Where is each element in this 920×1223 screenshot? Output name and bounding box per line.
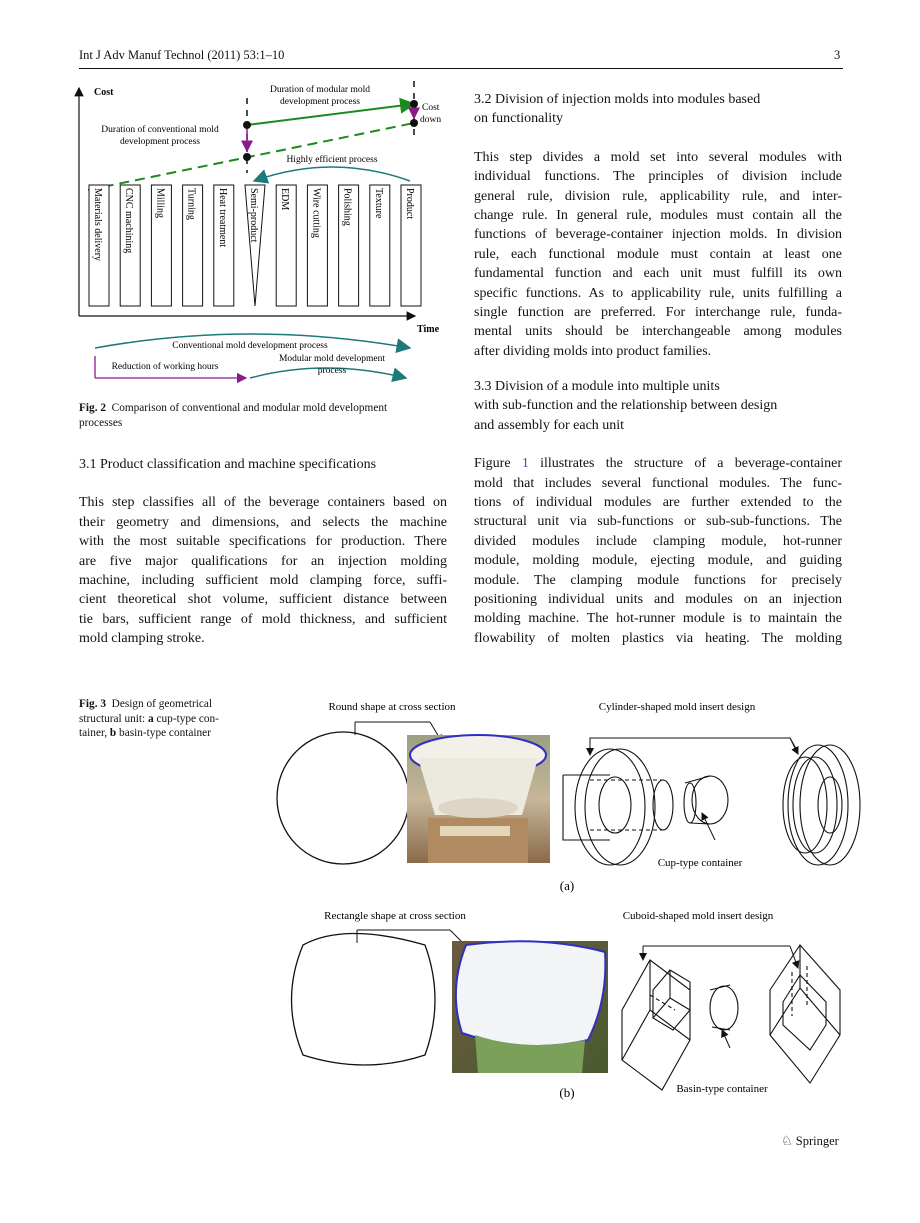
process-step-label: Polishing <box>341 188 353 226</box>
svg-text:process: process <box>317 366 347 376</box>
text-line: This step divides a mold set into several modules with <box>474 149 842 165</box>
process-step-label: Milling <box>154 188 166 219</box>
text-line: fundamental function and each unit must fulfill its own <box>474 266 842 282</box>
basin-photo <box>452 941 608 1073</box>
y-axis-label: Cost <box>94 87 114 98</box>
fig3-figure <box>270 690 870 1110</box>
section-3-1 <box>79 455 447 649</box>
cylinder-label: Cylinder-shaped mold insert design <box>598 701 756 713</box>
svg-text:Cost: Cost <box>422 103 440 113</box>
text-line: tie bars, sufficient range of mold thickness, and sufficient <box>79 611 447 627</box>
text-line: mold that includes several functional modules. The func- <box>474 475 842 491</box>
svg-text:down: down <box>420 115 442 125</box>
svg-text:Reduction of working hours: Reduction of working hours <box>111 362 219 372</box>
text-line: change rule. In general rule, modules must contain all the <box>474 208 842 224</box>
text-line: cient theoretical shot volume, sufficient distance between <box>79 592 447 608</box>
text-line: single function are preferred. For interchange rule, funda- <box>474 305 842 321</box>
text-line: molding machine. The hot-runner module is to maintain the <box>474 611 842 627</box>
text-line: after dividing molds into product families. <box>474 343 712 359</box>
basin-type-label: Basin-type container <box>676 1083 768 1095</box>
label-a: (a) <box>559 878 575 893</box>
text-line: their geometry and dimensions, and selects the machine <box>79 514 447 530</box>
cuboid-mold-insert <box>622 945 840 1090</box>
text-line: tions of individual modules are further extended to the <box>474 495 842 511</box>
text-line: mold clamping stroke. <box>79 631 205 647</box>
process-step-label: Turning <box>185 188 197 220</box>
text-line: functions of beverage-container injection molds. In division <box>474 227 842 243</box>
text-line: individual functions. The principles of division include <box>474 169 842 185</box>
text-line: structural unit via sub-functions or sub-sub-functions. The <box>474 514 842 530</box>
svg-text:Duration of modular mold: Duration of modular mold <box>270 85 370 95</box>
figure-1-link[interactable]: 1 <box>521 456 529 472</box>
label-b: (b) <box>559 1085 575 1100</box>
springer-logo <box>781 1133 839 1149</box>
process-step-label: Heat treatment <box>216 188 228 248</box>
header-rule <box>79 68 843 69</box>
round-cross-section <box>277 732 409 864</box>
process-step-label: Wire cutting <box>310 188 322 238</box>
svg-text:development process: development process <box>120 137 200 147</box>
rect-cross-section <box>292 934 436 1066</box>
text-line: specific functions. As to applicability rule, units fulfilling a <box>474 285 842 301</box>
process-step-label: CNC machining <box>123 188 135 254</box>
process-step-label: Product <box>404 188 415 220</box>
fig3-caption: Fig. 3 Design of geometrical structural unit: a cup-type con- tainer, b basin-type container <box>79 698 219 739</box>
process-step-label: Semi-product <box>248 188 259 243</box>
section-3-2 <box>474 90 842 361</box>
x-axis-label: Time <box>417 324 440 335</box>
section-3-3-title: 3.3 Division of a module into multiple units with sub-function and the relationship between design and assembly for each unit <box>474 379 778 433</box>
cup-photo <box>407 735 550 863</box>
text-line: This step classifies all of the beverage containers based on <box>79 495 447 511</box>
text-line: module. The clamping module functions for precisely <box>474 572 842 588</box>
cup-type-label: Cup-type container <box>657 857 743 869</box>
process-steps <box>89 185 421 306</box>
cylinder-mold-insert <box>563 738 860 865</box>
svg-text:development process: development process <box>280 97 360 107</box>
process-step-label: Texture <box>372 188 384 219</box>
text-line: mental units should be interchangeable among modules <box>474 324 842 340</box>
text-line: divided modules include clamping module, hot-runner <box>474 533 842 549</box>
text-line: general rule, division rule, applicability rule, and inter- <box>474 188 842 204</box>
fig2-diagram <box>70 78 450 388</box>
cuboid-label: Cuboid-shaped mold insert design <box>622 910 774 922</box>
fig2-caption: Fig. 2 Comparison of conventional and modular mold development processes <box>79 402 388 429</box>
rect-shape-label: Rectangle shape at cross section <box>324 910 466 922</box>
svg-text:Highly efficient process: Highly efficient process <box>286 155 378 165</box>
process-step-label: EDM <box>279 188 291 211</box>
page-number: 3 <box>834 48 841 62</box>
svg-text:Duration of conventional mold: Duration of conventional mold <box>101 125 219 135</box>
text-line: with the most suitable specifications for production. There <box>79 534 447 550</box>
svg-text:Modular mold development: Modular mold development <box>278 354 386 364</box>
journal-header: Int J Adv Manuf Technol (2011) 53:1–10 <box>79 48 285 62</box>
section-3-3: 3.3 Division of a module into multiple units with sub-function and the relationship between design and assembly for each unit Figure 1 illustrates the structure of a beverage-container mold that includes several functional modules. The func- tions of individual modules are further extended to the structural unit via sub-functions or sub-sub-functions. The divided modules include clamping module, hot-runner module, molding module, ejecting module, and guiding module. The clamping module functions for precisely positioning individual units and modules on an injection molding machine. The hot-runner module is to maintain the flowability of molten plastics via heating. The molding <box>474 377 842 648</box>
text-line: positioning individual units and modules on an injection <box>474 592 842 608</box>
text-line: machine, including sufficient mold clamping force, suffi- <box>79 573 447 589</box>
text-line: rule, each functional module must contain at least one <box>474 246 842 262</box>
text-line: are five major qualifications for an injection molding <box>79 553 447 569</box>
text-line: module, molding module, ejecting module, and guiding <box>474 553 842 569</box>
process-step-label: Materials delivery <box>92 188 103 262</box>
section-3-1-title: 3.1 Product classification and machine specifications <box>79 457 377 472</box>
section-3-2-title: 3.2 Division of injection molds into modules based on functionality <box>474 92 761 127</box>
round-shape-label: Round shape at cross section <box>328 701 456 713</box>
publisher-name: Springer <box>795 1134 839 1148</box>
text-line: flowability of molten plastics via heating. The molding <box>474 630 842 646</box>
svg-text:Conventional mold development: Conventional mold development process <box>172 341 328 351</box>
springer-horse-icon: ♘ <box>781 1133 793 1148</box>
